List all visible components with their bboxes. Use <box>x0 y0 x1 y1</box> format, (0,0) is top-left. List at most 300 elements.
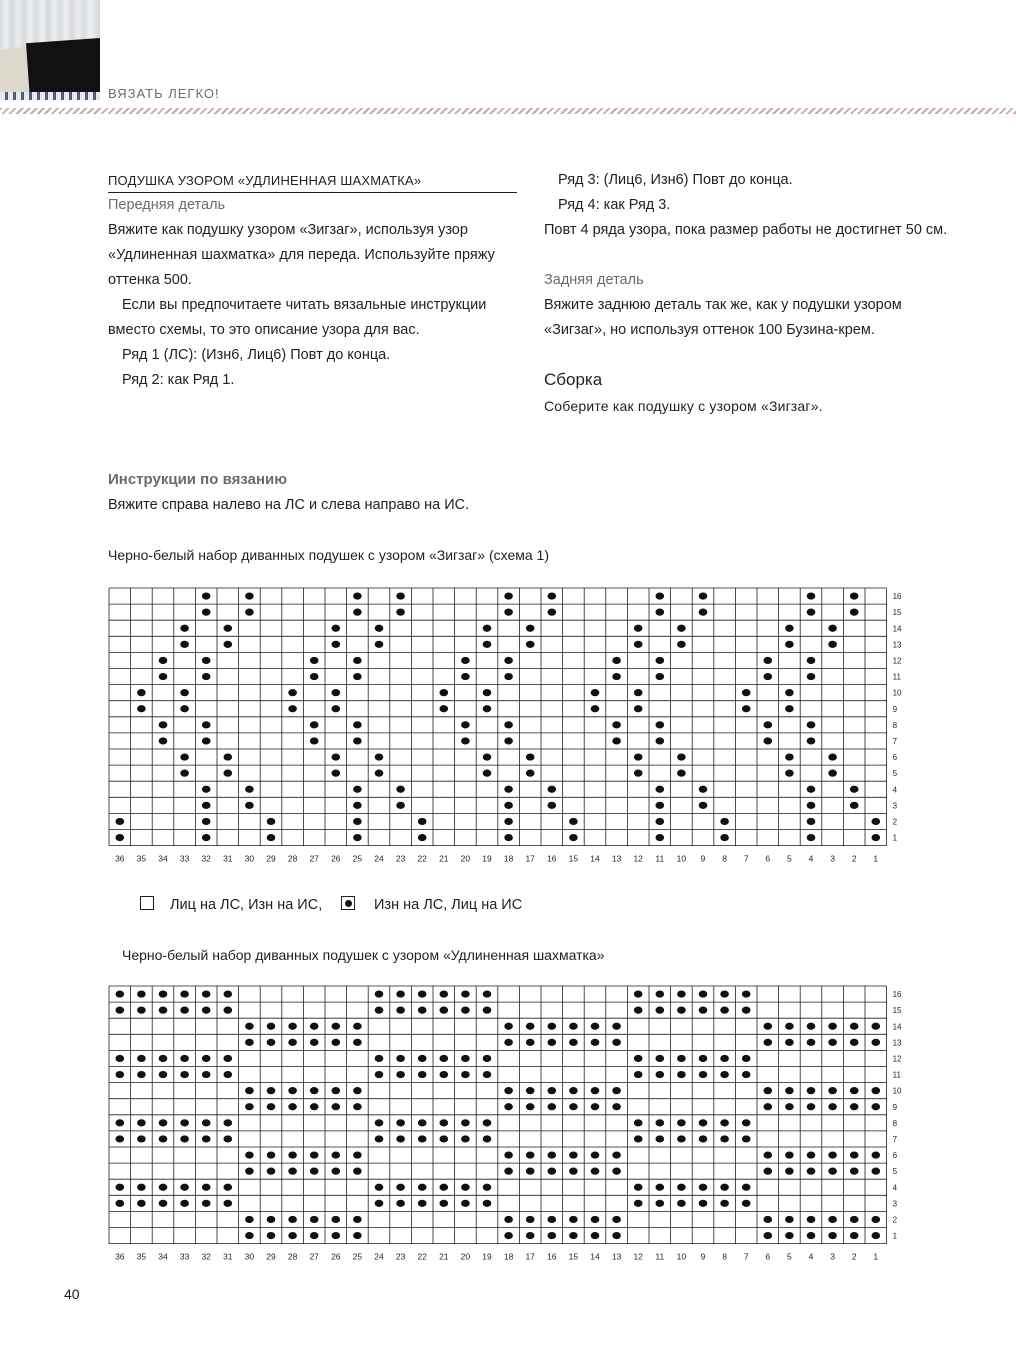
purl-stitch-dot <box>699 1119 708 1126</box>
purl-stitch-dot <box>785 770 794 777</box>
purl-stitch-dot <box>245 1216 254 1223</box>
purl-stitch-dot <box>396 1071 405 1078</box>
purl-stitch-dot <box>548 1087 557 1094</box>
purl-stitch-dot <box>332 1023 341 1030</box>
purl-stitch-dot <box>180 753 189 760</box>
purl-stitch-dot <box>418 834 427 841</box>
column-number-label: 21 <box>439 853 449 864</box>
column-number-label: 6 <box>765 853 771 864</box>
purl-stitch-dot <box>461 1071 470 1078</box>
purl-stitch-dot <box>742 1119 751 1126</box>
purl-stitch-dot <box>807 657 816 664</box>
row-number-label: 6 <box>892 753 898 763</box>
purl-stitch-dot <box>526 1216 535 1223</box>
body-line: вместо схемы, то это описание узора для вас. <box>108 322 420 338</box>
purl-stitch-dot <box>504 1039 513 1046</box>
zigzag-chart <box>100 580 920 870</box>
purl-stitch-dot <box>850 1087 859 1094</box>
purl-stitch-dot <box>764 1103 773 1110</box>
row-number-label: 15 <box>892 608 902 618</box>
purl-stitch-dot <box>137 990 146 997</box>
purl-stitch-dot <box>807 609 816 616</box>
purl-stitch-dot <box>591 1168 600 1175</box>
purl-stitch-dot <box>418 990 427 997</box>
purl-stitch-dot <box>764 737 773 744</box>
purl-stitch-dot <box>699 990 708 997</box>
purl-stitch-dot <box>461 1184 470 1191</box>
purl-stitch-dot <box>634 1135 643 1142</box>
column-number-label: 15 <box>568 1251 579 1262</box>
column-number-label: 27 <box>309 853 319 864</box>
column-number-label: 16 <box>547 853 557 864</box>
purl-stitch-dot <box>677 1119 686 1126</box>
purl-stitch-dot <box>591 689 600 696</box>
purl-stitch-dot <box>375 625 384 632</box>
purl-stitch-dot <box>742 1200 751 1207</box>
purl-stitch-dot <box>612 1023 621 1030</box>
purl-stitch-dot <box>353 592 362 599</box>
purl-stitch-dot <box>634 1119 643 1126</box>
purl-stitch-dot <box>656 1200 665 1207</box>
purl-stitch-dot <box>180 1071 189 1078</box>
purl-stitch-dot <box>872 1023 881 1030</box>
purl-stitch-dot <box>764 1232 773 1239</box>
purl-stitch-dot <box>159 1200 168 1207</box>
purl-stitch-dot <box>396 1055 405 1062</box>
purl-stitch-dot <box>850 786 859 793</box>
purl-stitch-dot <box>224 1184 233 1191</box>
purl-stitch-dot <box>720 990 729 997</box>
purl-stitch-dot <box>245 1232 254 1239</box>
purl-stitch-dot <box>267 1232 276 1239</box>
column-number-label: 1 <box>873 853 879 864</box>
row-number-label: 14 <box>892 1022 902 1032</box>
purl-stitch-dot <box>591 1087 600 1094</box>
purl-stitch-dot <box>116 1071 125 1078</box>
purl-stitch-dot <box>677 1135 686 1142</box>
row-number-label: 15 <box>892 1006 902 1016</box>
row-number-label: 11 <box>892 1070 901 1080</box>
purl-stitch-dot <box>483 641 492 648</box>
purl-stitch-dot <box>720 834 729 841</box>
purl-stitch-dot <box>202 721 211 728</box>
purl-stitch-dot <box>742 1071 751 1078</box>
purl-stitch-dot <box>353 1216 362 1223</box>
purl-stitch-dot <box>785 753 794 760</box>
purl-stitch-dot <box>828 625 837 632</box>
purl-stitch-dot <box>569 1232 578 1239</box>
purl-stitch-dot <box>202 1184 211 1191</box>
column-number-label: 13 <box>611 853 622 864</box>
purl-stitch-dot <box>180 1007 189 1014</box>
row-number-label: 8 <box>892 720 898 730</box>
purl-stitch-dot <box>850 1168 859 1175</box>
purl-stitch-dot <box>504 1023 513 1030</box>
purl-stitch-dot <box>440 1071 449 1078</box>
purl-stitch-dot <box>656 721 665 728</box>
purl-stitch-dot <box>483 1007 492 1014</box>
purl-stitch-dot <box>699 802 708 809</box>
purl-stitch-dot <box>245 786 254 793</box>
purl-stitch-dot <box>677 1200 686 1207</box>
purl-stitch-dot <box>656 786 665 793</box>
column-number-label: 30 <box>244 853 255 864</box>
purl-stitch-dot <box>288 1087 297 1094</box>
column-number-label: 28 <box>287 853 298 864</box>
purl-stitch-dot <box>764 1087 773 1094</box>
purl-stitch-dot <box>699 1135 708 1142</box>
column-number-label: 11 <box>655 853 665 864</box>
purl-stitch-dot <box>288 705 297 712</box>
purl-stitch-dot <box>612 1232 621 1239</box>
purl-stitch-dot <box>353 721 362 728</box>
purl-stitch-dot <box>310 1103 319 1110</box>
purl-stitch-dot <box>872 834 881 841</box>
purl-stitch-dot <box>116 990 125 997</box>
purl-stitch-dot <box>807 1103 816 1110</box>
purl-stitch-dot <box>440 705 449 712</box>
purl-stitch-dot <box>267 1216 276 1223</box>
purl-stitch-dot <box>720 1071 729 1078</box>
purl-stitch-dot <box>785 1232 794 1239</box>
row-number-label: 7 <box>892 736 898 746</box>
purl-stitch-dot <box>548 592 557 599</box>
purl-stitch-dot <box>850 1103 859 1110</box>
purl-stitch-dot <box>310 1151 319 1158</box>
purl-stitch-dot <box>116 1184 125 1191</box>
column-number-label: 18 <box>503 853 514 864</box>
purl-stitch-dot <box>526 641 535 648</box>
purl-stitch-dot <box>461 1119 470 1126</box>
purl-stitch-dot <box>785 1216 794 1223</box>
purl-stitch-dot <box>742 1135 751 1142</box>
purl-stitch-dot <box>483 689 492 696</box>
purl-stitch-dot <box>418 1184 427 1191</box>
purl-stitch-dot <box>375 1071 384 1078</box>
purl-stitch-dot <box>526 1168 535 1175</box>
purl-stitch-dot <box>591 1232 600 1239</box>
purl-stitch-dot <box>569 1039 578 1046</box>
purl-stitch-dot <box>202 834 211 841</box>
purl-stitch-dot <box>785 689 794 696</box>
row-instruction: Ряд 2: как Ряд 1. <box>122 372 235 388</box>
purl-legend-label: Изн на ЛС, Лиц на ИС <box>374 897 523 913</box>
purl-stitch-dot <box>634 1007 643 1014</box>
purl-stitch-dot <box>332 1232 341 1239</box>
column-number-label: 35 <box>136 853 147 864</box>
purl-stitch-dot <box>634 770 643 777</box>
purl-stitch-dot <box>418 1055 427 1062</box>
purl-stitch-dot <box>332 770 341 777</box>
row-number-label: 12 <box>892 656 902 666</box>
purl-stitch-dot <box>461 990 470 997</box>
purl-stitch-dot <box>159 1184 168 1191</box>
row-instruction: Ряд 4: как Ряд 3. <box>558 197 671 213</box>
purl-stitch-dot <box>267 1103 276 1110</box>
row-number-label: 16 <box>892 990 902 1000</box>
purl-stitch-dot <box>764 1023 773 1030</box>
purl-stitch-dot <box>224 1135 233 1142</box>
purl-stitch-dot <box>656 1184 665 1191</box>
purl-stitch-dot <box>483 990 492 997</box>
purl-stitch-dot <box>288 1151 297 1158</box>
purl-stitch-dot <box>483 753 492 760</box>
purl-stitch-dot <box>677 753 686 760</box>
purl-stitch-dot <box>159 737 168 744</box>
purl-stitch-dot <box>720 1200 729 1207</box>
column-number-label: 5 <box>787 853 792 864</box>
purl-stitch-dot <box>656 818 665 825</box>
purl-stitch-dot <box>504 592 513 599</box>
purl-stitch-dot <box>137 1184 146 1191</box>
column-number-label: 12 <box>633 1251 643 1262</box>
purl-stitch-dot <box>310 721 319 728</box>
purl-stitch-dot <box>353 818 362 825</box>
column-number-label: 33 <box>179 853 190 864</box>
purl-stitch-dot <box>159 1007 168 1014</box>
row-number-label: 3 <box>892 801 898 811</box>
purl-stitch-dot <box>159 673 168 680</box>
row-number-label: 6 <box>892 1151 898 1161</box>
purl-stitch-dot <box>288 1216 297 1223</box>
body-line: Вяжите заднюю деталь так же, как у подушки узором <box>544 297 902 313</box>
purl-stitch-dot <box>850 802 859 809</box>
purl-stitch-dot <box>418 1071 427 1078</box>
purl-stitch-dot <box>396 1119 405 1126</box>
purl-stitch-dot <box>353 786 362 793</box>
purl-symbol-box <box>341 896 355 910</box>
purl-stitch-dot <box>202 657 211 664</box>
purl-stitch-dot <box>872 1087 881 1094</box>
purl-stitch-dot <box>656 1007 665 1014</box>
purl-stitch-dot <box>634 625 643 632</box>
purl-stitch-dot <box>764 1168 773 1175</box>
purl-stitch-dot <box>742 705 751 712</box>
purl-stitch-dot <box>807 721 816 728</box>
purl-stitch-dot <box>785 705 794 712</box>
purl-stitch-dot <box>699 1200 708 1207</box>
purl-stitch-dot <box>742 1007 751 1014</box>
purl-stitch-dot <box>483 1071 492 1078</box>
column-number-label: 17 <box>525 1251 535 1262</box>
column-number-label: 10 <box>676 853 687 864</box>
purl-stitch-dot <box>612 1039 621 1046</box>
purl-stitch-dot <box>159 657 168 664</box>
purl-stitch-dot <box>699 609 708 616</box>
purl-stitch-dot <box>764 657 773 664</box>
row-number-label: 2 <box>892 817 898 827</box>
purl-stitch-dot <box>612 673 621 680</box>
purl-stitch-dot <box>245 1087 254 1094</box>
purl-stitch-dot <box>656 1071 665 1078</box>
row-number-label: 1 <box>892 1231 898 1241</box>
purl-stitch-dot <box>699 1007 708 1014</box>
purl-stitch-dot <box>137 1119 146 1126</box>
purl-stitch-dot <box>202 1055 211 1062</box>
purl-stitch-dot <box>850 1216 859 1223</box>
purl-stitch-dot <box>483 705 492 712</box>
purl-stitch-dot <box>764 1216 773 1223</box>
purl-stitch-dot <box>504 786 513 793</box>
purl-stitch-dot <box>807 1232 816 1239</box>
purl-stitch-dot <box>504 818 513 825</box>
purl-stitch-dot <box>332 753 341 760</box>
purl-stitch-dot <box>116 818 125 825</box>
purl-stitch-dot <box>332 625 341 632</box>
purl-stitch-dot <box>872 1039 881 1046</box>
purl-stitch-dot <box>396 1135 405 1142</box>
column-number-label: 34 <box>158 1251 168 1262</box>
purl-stitch-dot <box>137 689 146 696</box>
purl-stitch-dot <box>828 1168 837 1175</box>
column-number-label: 2 <box>851 853 857 864</box>
purl-stitch-dot <box>375 1200 384 1207</box>
purl-stitch-dot <box>785 625 794 632</box>
row-number-label: 9 <box>892 1102 898 1112</box>
purl-stitch-dot <box>483 1119 492 1126</box>
column-number-label: 26 <box>331 853 341 864</box>
purl-stitch-dot <box>872 818 881 825</box>
purl-stitch-dot <box>591 1039 600 1046</box>
purl-stitch-dot <box>461 657 470 664</box>
purl-stitch-dot <box>267 834 276 841</box>
purl-stitch-dot <box>180 625 189 632</box>
column-number-label: 2 <box>851 1251 857 1262</box>
purl-stitch-dot <box>267 1087 276 1094</box>
purl-stitch-dot <box>526 1103 535 1110</box>
purl-stitch-dot <box>807 592 816 599</box>
purl-stitch-dot <box>245 1039 254 1046</box>
purl-stitch-dot <box>569 834 578 841</box>
purl-stitch-dot <box>440 1184 449 1191</box>
purl-stitch-dot <box>548 1216 557 1223</box>
row-number-label: 3 <box>892 1199 898 1209</box>
row-number-label: 14 <box>892 624 902 634</box>
purl-stitch-dot <box>180 1135 189 1142</box>
purl-stitch-dot <box>656 737 665 744</box>
purl-stitch-dot <box>353 673 362 680</box>
column-number-label: 13 <box>611 1251 622 1262</box>
column-number-label: 24 <box>374 1251 384 1262</box>
purl-stitch-dot <box>332 1039 341 1046</box>
column-number-label: 15 <box>568 853 579 864</box>
purl-stitch-dot <box>677 770 686 777</box>
purl-stitch-dot <box>483 1200 492 1207</box>
back-piece-heading: Задняя деталь <box>544 272 644 288</box>
purl-stitch-dot <box>483 1184 492 1191</box>
purl-stitch-dot <box>699 786 708 793</box>
purl-stitch-dot <box>591 1103 600 1110</box>
purl-stitch-dot <box>764 1039 773 1046</box>
purl-stitch-dot <box>461 1200 470 1207</box>
purl-stitch-dot <box>526 1151 535 1158</box>
purl-stitch-dot <box>245 1168 254 1175</box>
purl-stitch-dot <box>850 1151 859 1158</box>
purl-stitch-dot <box>180 641 189 648</box>
purl-stitch-dot <box>375 753 384 760</box>
purl-stitch-dot <box>418 1007 427 1014</box>
purl-stitch-dot <box>504 1216 513 1223</box>
purl-stitch-dot <box>612 1168 621 1175</box>
purl-stitch-dot <box>526 1023 535 1030</box>
purl-stitch-dot <box>440 1119 449 1126</box>
body-line: «Зигзаг», но используя оттенок 100 Бузина-крем. <box>544 322 875 338</box>
chart2-caption: Черно-белый набор диванных подушек с узором «Удлиненная шахматка» <box>122 947 605 963</box>
header-photo <box>0 0 100 100</box>
column-number-label: 33 <box>179 1251 190 1262</box>
column-number-label: 21 <box>439 1251 449 1262</box>
column-number-label: 19 <box>482 853 492 864</box>
purl-stitch-dot <box>137 705 146 712</box>
purl-stitch-dot <box>785 1151 794 1158</box>
purl-stitch-dot <box>159 990 168 997</box>
purl-stitch-dot <box>656 609 665 616</box>
purl-stitch-dot <box>202 737 211 744</box>
purl-stitch-dot <box>634 705 643 712</box>
row-number-label: 13 <box>892 640 902 650</box>
purl-stitch-dot <box>137 1055 146 1062</box>
purl-stitch-dot <box>634 689 643 696</box>
purl-stitch-dot <box>504 609 513 616</box>
purl-stitch-dot <box>375 990 384 997</box>
purl-stitch-dot <box>310 1232 319 1239</box>
purl-stitch-dot <box>159 1135 168 1142</box>
purl-stitch-dot <box>202 1007 211 1014</box>
column-number-label: 25 <box>352 853 363 864</box>
row-number-label: 16 <box>892 592 902 602</box>
purl-stitch-dot <box>828 1232 837 1239</box>
purl-stitch-dot <box>612 1087 621 1094</box>
purl-stitch-dot <box>785 1103 794 1110</box>
purl-stitch-dot <box>116 1007 125 1014</box>
knit-symbol-box <box>140 896 154 910</box>
purl-stitch-dot <box>807 1216 816 1223</box>
purl-stitch-dot <box>548 1168 557 1175</box>
column-number-label: 1 <box>873 1251 879 1262</box>
purl-stitch-dot <box>828 1103 837 1110</box>
purl-stitch-dot <box>677 1055 686 1062</box>
purl-stitch-dot <box>807 786 816 793</box>
column-number-label: 27 <box>309 1251 319 1262</box>
column-number-label: 5 <box>787 1251 792 1262</box>
purl-stitch-dot <box>159 1055 168 1062</box>
purl-stitch-dot <box>375 1007 384 1014</box>
purl-stitch-dot <box>224 1007 233 1014</box>
purl-stitch-dot <box>828 1039 837 1046</box>
column-number-label: 8 <box>722 1251 727 1262</box>
purl-stitch-dot <box>440 1200 449 1207</box>
column-number-label: 32 <box>201 1251 211 1262</box>
column-number-label: 32 <box>201 853 211 864</box>
purl-stitch-dot <box>504 1103 513 1110</box>
purl-stitch-dot <box>288 1232 297 1239</box>
purl-stitch-dot <box>267 818 276 825</box>
purl-stitch-dot <box>656 834 665 841</box>
purl-stitch-dot <box>807 1039 816 1046</box>
purl-stitch-dot <box>656 657 665 664</box>
purl-stitch-dot <box>137 1071 146 1078</box>
purl-stitch-dot <box>396 786 405 793</box>
column-number-label: 14 <box>590 853 600 864</box>
row-number-label: 4 <box>892 785 898 795</box>
purl-stitch-dot <box>504 673 513 680</box>
purl-stitch-dot <box>504 1087 513 1094</box>
purl-stitch-dot <box>504 657 513 664</box>
purl-stitch-dot <box>396 609 405 616</box>
purl-stitch-dot <box>461 1055 470 1062</box>
purl-stitch-dot <box>807 802 816 809</box>
column-number-label: 3 <box>830 1251 835 1262</box>
